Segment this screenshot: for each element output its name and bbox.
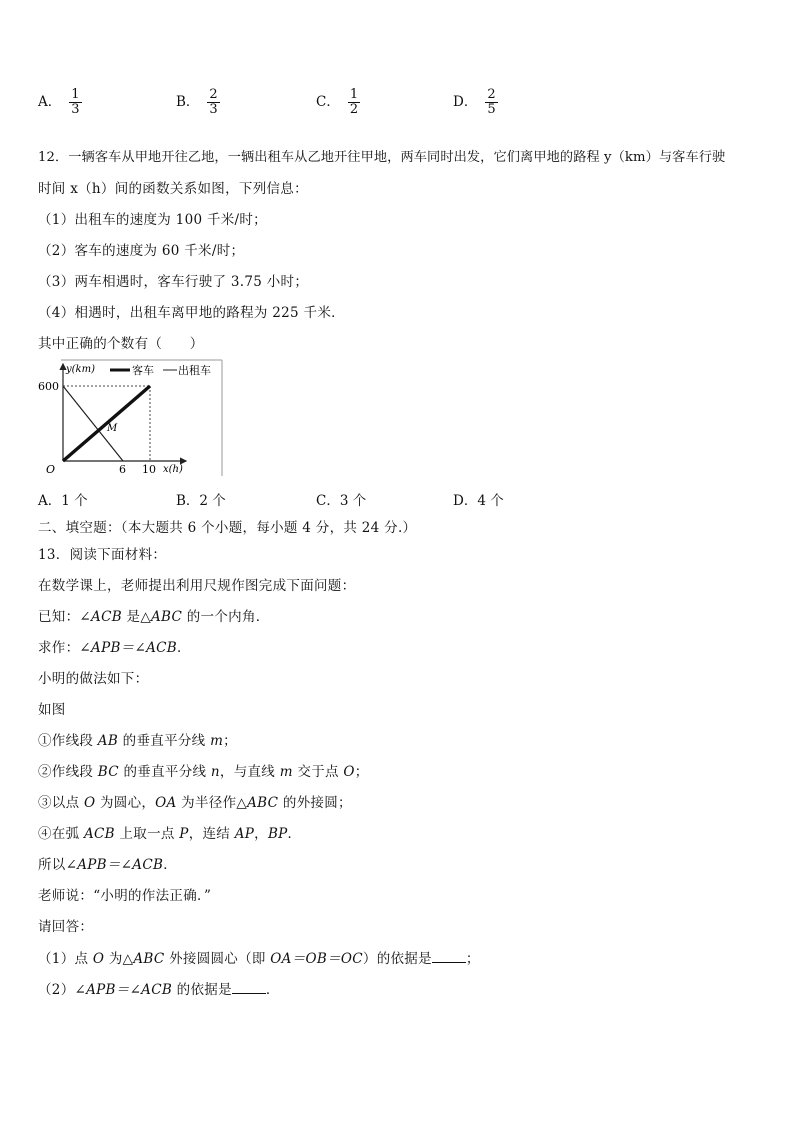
- fraction: [207, 88, 219, 117]
- q12-option-a: A．1 个: [38, 493, 88, 509]
- text: ．: [287, 826, 302, 842]
- text: ，与直线: [219, 764, 280, 780]
- q13-answer-1: [38, 947, 480, 967]
- denominator: 3: [209, 102, 218, 117]
- text: 已知：: [38, 609, 80, 625]
- math: OA: [155, 795, 177, 811]
- denominator: 3: [71, 102, 80, 117]
- q12-item-3: （3）两车相遇时，客车行驶了 3.75 小时；: [38, 274, 309, 290]
- y-tick-600: 600: [38, 380, 59, 393]
- text: ；: [223, 733, 237, 749]
- q13-line1: 在数学课上，老师提出利用尺规作图完成下面问题：: [38, 578, 356, 594]
- q12-stem-line2: 时间 x（h）间的函数关系如图，下列信息：: [38, 181, 308, 197]
- math: m: [279, 764, 293, 780]
- q12-item-1: （1）出租车的速度为 100 千米/时；: [38, 212, 267, 228]
- q12-graph: [36, 358, 226, 480]
- text: 是△: [121, 609, 151, 625]
- math: ∠APB＝∠ACB: [79, 640, 177, 656]
- section-heading: 二、填空题：（本大题共 6 个小题，每小题 4 分，共 24 分.）: [38, 520, 417, 536]
- text: 的垂直平分线: [118, 764, 211, 780]
- q12-item-2: （2）客车的速度为 60 千米/时；: [38, 243, 245, 259]
- text: ．: [176, 640, 191, 656]
- text: ④在弧: [38, 826, 84, 842]
- text: 的垂直平分线: [118, 733, 211, 749]
- math: ABC: [247, 795, 279, 811]
- math: ∠ACB: [79, 609, 122, 625]
- text: 的一个内角．: [182, 609, 270, 625]
- q11-option-c: [316, 88, 360, 117]
- math: ∠APB＝∠ACB: [74, 982, 173, 998]
- q11-option-a: [38, 88, 82, 117]
- q12-item-4: （4）相遇时，出租车离甲地的路程为 225 千米．: [38, 305, 345, 321]
- q11-option-b: [176, 88, 220, 117]
- math: O: [92, 951, 105, 967]
- q12-option-b: B．2 个: [176, 493, 226, 509]
- math: ∠APB＝∠ACB: [65, 857, 164, 873]
- text: 为圆心，: [95, 795, 156, 811]
- math: BP: [267, 826, 288, 842]
- text: 为半径作△: [176, 795, 248, 811]
- text: 的依据是: [172, 982, 232, 998]
- q13-known: [38, 605, 270, 625]
- option-label: D．: [453, 94, 478, 110]
- legend-bus-label: 客车: [132, 364, 154, 377]
- q13-conclusion: [38, 853, 177, 873]
- q13-find: [38, 636, 191, 656]
- q12-option-d: D．4 个: [453, 493, 504, 509]
- text: 上取一点: [114, 826, 180, 842]
- q13-method: 小明的做法如下：: [38, 671, 149, 687]
- answer-blank[interactable]: [232, 981, 266, 994]
- numerator: 2: [209, 87, 218, 102]
- numerator: 2: [487, 87, 496, 102]
- legend-taxi-label: 出租车: [178, 364, 211, 377]
- fraction: [485, 88, 497, 117]
- q13-step-2: [38, 760, 369, 780]
- text: ；: [465, 951, 480, 967]
- text: ．: [265, 982, 280, 998]
- option-label: A．: [38, 94, 62, 110]
- math: P: [179, 826, 189, 842]
- text: ②作线段: [38, 764, 98, 780]
- text: 的外接圆；: [278, 795, 352, 811]
- math: O: [84, 795, 96, 811]
- text: ，: [254, 826, 268, 842]
- q13-answer-heading: 请回答：: [38, 919, 94, 935]
- q13-as-figure: 如图: [38, 702, 66, 718]
- math: ACB: [84, 826, 115, 842]
- math: AB: [97, 733, 119, 749]
- origin-label: O: [46, 463, 56, 476]
- q13-step-4: [38, 822, 301, 842]
- math: m: [210, 733, 224, 749]
- text: 外接圆圆心（即: [164, 951, 271, 967]
- math: O: [343, 764, 355, 780]
- q12-option-c: C．3 个: [316, 493, 367, 509]
- fraction: [69, 88, 81, 117]
- q13-teacher: 老师说：“小明的作法正确．”: [38, 888, 212, 904]
- text: 为△: [104, 951, 134, 967]
- y-axis-label: y(km): [66, 364, 95, 375]
- fraction: [348, 88, 360, 117]
- option-label: B．: [176, 94, 200, 110]
- text: 所以: [38, 857, 66, 873]
- text: ，连结: [188, 826, 235, 842]
- math: n: [210, 764, 220, 780]
- option-label: C．: [316, 94, 340, 110]
- math: ABC: [133, 951, 165, 967]
- q11-option-d: [453, 88, 498, 117]
- text: （1）点: [38, 951, 93, 967]
- point-m-label: M: [107, 423, 118, 434]
- math: AP: [234, 826, 255, 842]
- text: ．: [163, 857, 177, 873]
- numerator: 1: [71, 87, 80, 102]
- denominator: 5: [487, 102, 496, 117]
- x-tick-6: 6: [119, 463, 126, 476]
- x-tick-10: 10: [142, 463, 156, 476]
- numerator: 1: [349, 87, 359, 102]
- x-axis-label: x(h): [163, 464, 183, 475]
- denominator: 2: [349, 102, 359, 117]
- math: OA＝OB＝OC: [270, 951, 363, 967]
- math: ABC: [151, 609, 183, 625]
- text: ①作线段: [38, 733, 98, 749]
- q13-answer-2: [38, 978, 280, 998]
- answer-blank[interactable]: [432, 950, 466, 963]
- text: 求作：: [38, 640, 80, 656]
- text: ）的依据是: [362, 951, 432, 967]
- text: （2）: [38, 982, 75, 998]
- q13-step-1: [38, 729, 237, 749]
- q12-question: 其中正确的个数有（ ）: [38, 336, 204, 352]
- text: ；: [354, 764, 369, 780]
- math: BC: [97, 764, 119, 780]
- text: 交于点: [292, 764, 344, 780]
- q13-intro: 13．阅读下面材料：: [38, 547, 167, 563]
- q13-step-3: [38, 791, 352, 811]
- q12-stem-line1: 12．一辆客车从甲地开往乙地，一辆出租车从乙地开往甲地，两车同时出发，它们离甲地的路程 y（km）与客车行驶: [38, 150, 726, 165]
- text: ③以点: [38, 795, 84, 811]
